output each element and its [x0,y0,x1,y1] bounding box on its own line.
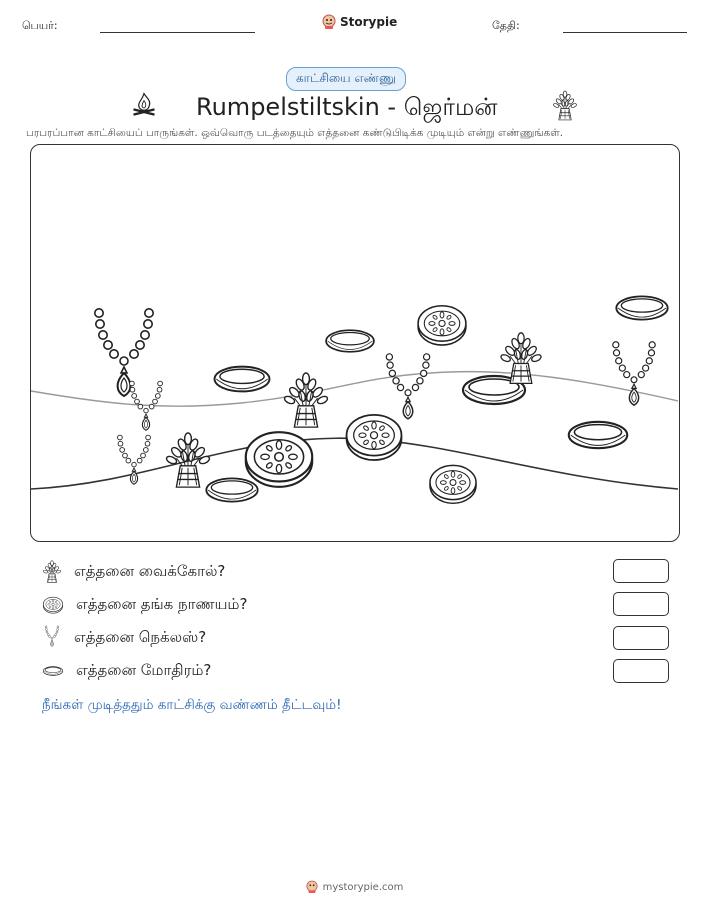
gold-coin [415,303,469,347]
answer-box-necklace[interactable] [613,626,669,650]
footer [0,880,709,894]
question-text: எத்தனை தங்க நாணயம்? [76,595,248,613]
answer-box-wheat[interactable] [613,559,669,583]
wheat-bundle [165,431,211,491]
wheat-bundle-icon [553,90,577,122]
gold-coin-icon [42,595,64,615]
page-title: Rumpelstiltskin - ஜெர்மன் [196,93,498,121]
activity-badge: காட்சியை எண்ணு [286,67,406,91]
date-input-line[interactable] [563,32,687,33]
footer-url[interactable]: mystorypie.com [322,881,404,893]
gold-coin [241,429,317,489]
gold-coin [427,463,479,505]
question-row-necklace [42,626,206,650]
name-label: பெயர்: [22,19,58,32]
ring [613,291,671,325]
question-text: எத்தனை மோதிரம்? [76,661,212,679]
wheat-bundle [283,371,329,431]
storypie-mascot-icon [306,880,318,894]
necklace [605,339,663,419]
colour-prompt: நீங்கள் முடித்ததும் காட்சிக்கு வண்ணம் தீட்டவும்! [42,697,342,713]
brand-name: Storypie [340,15,398,29]
instruction-text: பரபரப்பான காட்சியைப் பாருங்கள். ஒவ்வொரு படத்தையும் எத்தனை கண்டுபிடிக்க முடியும் என்று எண்ணுங்கள். [26,127,564,139]
ring-icon [42,664,64,678]
date-label: தேதி: [492,19,520,32]
question-row-wheat [42,560,225,584]
ring [565,417,631,453]
necklace-icon [42,625,62,651]
name-input-line[interactable] [100,32,255,33]
necklace [121,379,171,441]
question-text: எத்தனை வைக்கோல்? [74,562,226,580]
brand-logo [322,14,397,30]
answer-box-coin[interactable] [613,592,669,616]
question-row-coin [42,593,247,617]
ring [211,361,273,397]
answer-box-ring[interactable] [613,659,669,683]
question-row-ring [42,659,211,683]
counting-scene [30,144,680,542]
question-text: எத்தனை நெக்லஸ்? [74,628,207,646]
necklace [111,433,157,495]
wheat-bundle-icon [42,560,62,584]
wheat-bundle [499,331,543,387]
storypie-mascot-icon [322,14,336,30]
campfire-icon [130,91,158,119]
ring [323,325,377,357]
gold-coin [343,411,405,463]
